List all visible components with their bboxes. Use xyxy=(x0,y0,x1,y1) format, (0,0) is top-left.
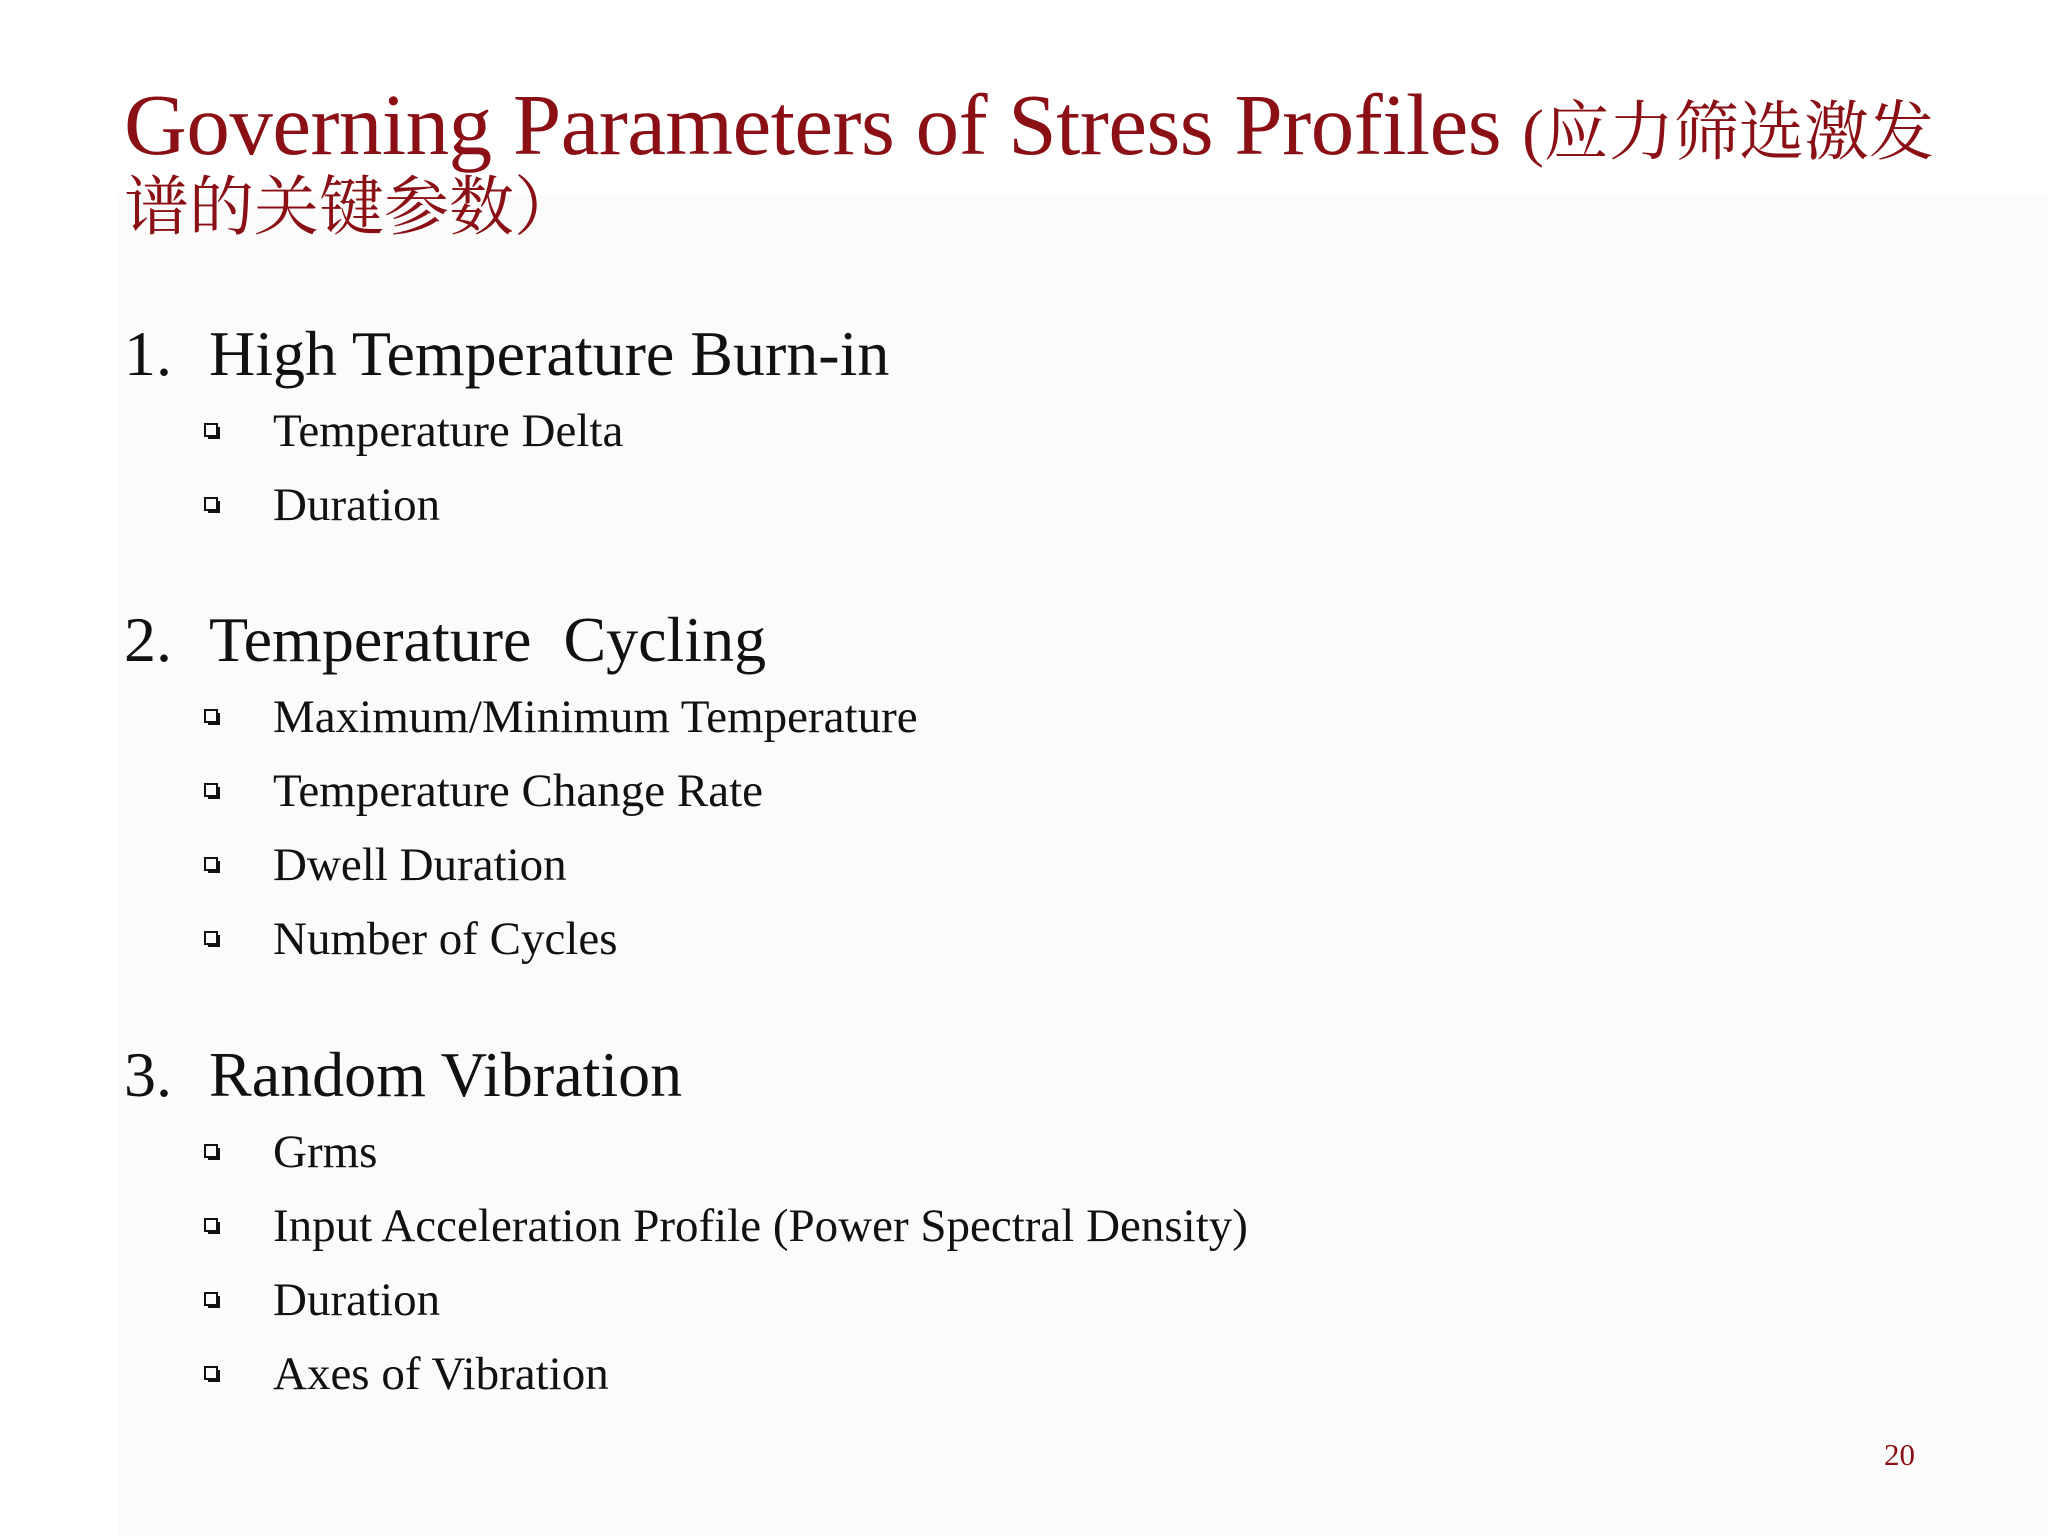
bullet-list xyxy=(124,1115,1824,1411)
section-number: 1. xyxy=(124,318,172,389)
hollow-square-bullet-icon xyxy=(204,1366,218,1380)
section-temperature-cycling xyxy=(124,604,1824,976)
section-title: High Temperature Burn-in xyxy=(209,318,890,389)
list-item xyxy=(124,1337,1824,1411)
section-high-temperature-burn-in xyxy=(124,318,1824,542)
section-heading xyxy=(124,604,1824,675)
list-item-label: Axes of Vibration xyxy=(273,1348,609,1400)
list-item xyxy=(124,680,1824,754)
hollow-square-bullet-icon xyxy=(204,1144,218,1158)
section-random-vibration xyxy=(124,1039,1824,1411)
list-item xyxy=(124,1115,1824,1189)
bullet-list xyxy=(124,680,1824,976)
list-item-label: Temperature Change Rate xyxy=(273,765,763,817)
list-item-label: Maximum/Minimum Temperature xyxy=(273,691,918,743)
list-item-label: Duration xyxy=(273,1274,441,1326)
list-item-label: Number of Cycles xyxy=(273,913,618,965)
slide-title xyxy=(124,78,1944,244)
list-item xyxy=(124,468,1824,542)
section-heading xyxy=(124,318,1824,389)
page-number: 20 xyxy=(1884,1437,1915,1472)
list-item xyxy=(124,1189,1824,1263)
list-item-label: Duration xyxy=(273,479,441,531)
list-item-label: Dwell Duration xyxy=(273,839,567,891)
section-heading xyxy=(124,1039,1824,1110)
list-item xyxy=(124,394,1824,468)
hollow-square-bullet-icon xyxy=(204,1292,218,1306)
list-item xyxy=(124,754,1824,828)
slide-title-english: Governing Parameters of Stress Profiles xyxy=(124,76,1523,173)
section-title: Temperature Cycling xyxy=(209,604,767,675)
section-number: 2. xyxy=(124,604,172,675)
hollow-square-bullet-icon xyxy=(204,931,218,945)
list-item-label: Input Acceleration Profile (Power Spectral Density) xyxy=(273,1200,1248,1252)
section-number: 3. xyxy=(124,1039,172,1110)
section-title: Random Vibration xyxy=(209,1039,683,1110)
hollow-square-bullet-icon xyxy=(204,857,218,871)
bullet-list xyxy=(124,394,1824,542)
hollow-square-bullet-icon xyxy=(204,423,218,437)
hollow-square-bullet-icon xyxy=(204,497,218,511)
list-item-label: Temperature Delta xyxy=(273,405,624,457)
list-item xyxy=(124,902,1824,976)
slide-title-chinese: (应力筛选激发谱的关键参数） xyxy=(124,97,1934,244)
list-item xyxy=(124,1263,1824,1337)
hollow-square-bullet-icon xyxy=(204,709,218,723)
hollow-square-bullet-icon xyxy=(204,1218,218,1232)
list-item xyxy=(124,828,1824,902)
hollow-square-bullet-icon xyxy=(204,783,218,797)
list-item-label: Grms xyxy=(273,1126,378,1178)
